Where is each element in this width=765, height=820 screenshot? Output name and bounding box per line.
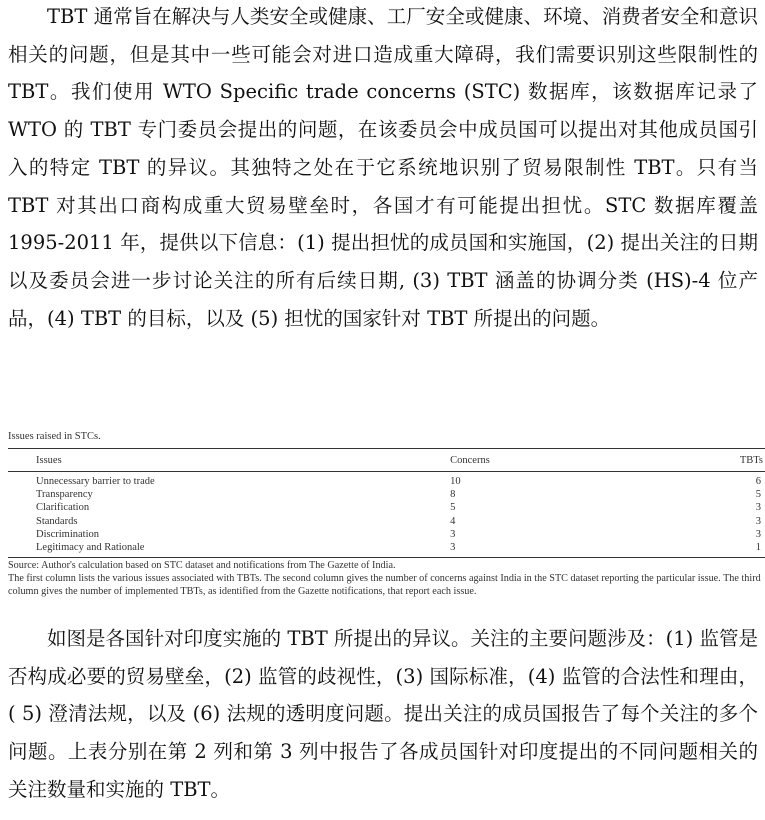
concerns-cell: 5 — [450, 502, 456, 514]
issues-table — [8, 448, 765, 558]
issue-cell: Transparency — [36, 489, 93, 501]
tbts-cell: 3 — [755, 515, 761, 527]
header-tbts: TBTs — [740, 449, 765, 472]
table-row — [8, 515, 765, 528]
table-caption: Issues raised in STCs. — [8, 431, 101, 442]
issue-cell: Discrimination — [36, 528, 99, 540]
issue-cell: Standards — [36, 515, 78, 527]
tbts-cell: 5 — [755, 489, 761, 501]
concerns-cell: 4 — [450, 515, 456, 527]
issue-cell: Clarification — [36, 502, 90, 514]
header-issues: Issues — [8, 449, 410, 472]
table-row — [8, 472, 765, 489]
table-row — [8, 528, 765, 541]
analysis-paragraph: 如图是各国针对印度实施的 TBT 所提出的异议。关注的主要问题涉及：(1) 监管是否构成必要的贸易壁垒，(2) 监管的歧视性，(3) 国际标准，(4) 监管的合法性和理由，( 5) 澄清法规，以及 (6) 法规的透明度问题。提出关注的成员国报告了每个关注的多个问题。上表分别在第 2 列和第 3 列中报告了各成员国针对印度提出的不同问题相关的关注数量和实施的 TBT。 — [8, 627, 758, 801]
table-row — [8, 501, 765, 514]
concerns-cell: 3 — [450, 528, 456, 540]
concerns-cell: 3 — [410, 541, 740, 558]
table-source-note: Source: Author's calculation based on STC dataset and notifications from The Gazette of India. — [8, 560, 396, 572]
tbts-cell: 6 — [755, 476, 761, 487]
table-notes — [8, 560, 765, 598]
table-header-row — [8, 449, 765, 472]
table-column-note: The first column lists the various issues associated with TBTs. The second column gives the number of concerns against India in the STC dataset reporting the particular issue. The third column gives the number of implemented TBTs, as identified from the Gazette notifications, that report each issue. — [8, 573, 761, 597]
issue-cell: Unnecessary barrier to trade — [36, 476, 155, 487]
concerns-cell: 8 — [450, 489, 456, 501]
intro-paragraph: TBT 通常旨在解决与人类安全或健康、工厂安全或健康、环境、消费者安全和意识相关的问题，但是其中一些可能会对进口造成重大障碍，我们需要识别这些限制性的 TBT。我们使用 WTO Specific trade concerns (STC) 数据库，该数据库记录了 WTO 的 TBT 专门委员会提出的问题，在该委员会中成员国可以提出对其他成员国引入的特定 TBT 的异议。其独特之处在于它系统地识别了贸易限制性 TBT。只有当 TBT 对其出口商构成重大贸易壁垒时，各国才有可能提出担忧。STC 数据库覆盖 1995-2011 年，提供以下信息：(1) 提出担忧的成员国和实施国，(2) 提出关注的日期以及委员会进一步讨论关注的所有后续日期, (3) TBT 涵盖的协调分类 (HS)-4 位产品，(4) TBT 的目标，以及 (5) 担忧的国家针对 TBT 所提出的问题。 — [8, 5, 758, 330]
tbts-cell: 3 — [755, 502, 761, 514]
table-row — [8, 541, 765, 558]
issue-cell: Legitimacy and Rationale — [8, 541, 410, 558]
tbts-cell: 1 — [740, 541, 765, 558]
header-concerns: Concerns — [410, 449, 740, 472]
tbts-cell: 3 — [755, 528, 761, 540]
concerns-cell: 10 — [450, 476, 461, 487]
table-row — [8, 488, 765, 501]
issues-table-block — [8, 430, 765, 599]
